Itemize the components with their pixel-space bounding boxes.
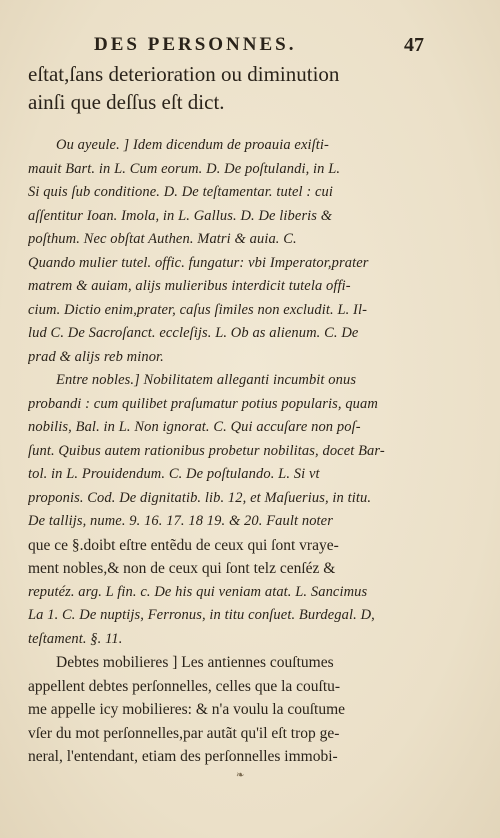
text-line: nobilis, Bal. in L. Non ignorat. C. Qui accuſare non poſ- [28, 419, 361, 435]
text-line: eſtat,ſans deterioration ou diminution [28, 62, 340, 86]
text-line: probandi : cum quilibet praſumatur potius popularis, quam [28, 395, 378, 412]
text-line: Debtes mobilieres ] Les antiennes couſtumes [56, 654, 334, 671]
commentary-paragraph [28, 651, 410, 769]
body-text [28, 60, 410, 769]
text-line: vſer du mot perſonnelles,par autãt qu'il eſt trop ge- [28, 724, 340, 742]
text-line: aſſentitur Ioan. Imola, in L. Gallus. D. De liberis & [28, 207, 333, 224]
text-line: appellent debtes perſonnelles, celles que la couſtu- [28, 677, 341, 695]
text-line: poſthum. Nec obſtat Authen. Matri & auia. C. [28, 231, 297, 247]
text-line: ſunt. Quibus autem rationibus probetur nobilitas, docet Bar- [28, 442, 385, 459]
text-line: cium. Dictio enim,prater, caſus ſimiles non excludit. L. Il- [28, 301, 368, 318]
text-line: que ce §.doibt eſtre entẽdu de ceux qui ſont vraye- [28, 536, 339, 554]
text-line: De tallijs, nume. 9. 16. 17. 18 19. & 20. Fault noter [28, 513, 333, 529]
paragraph-gap [28, 116, 410, 134]
text-line: Entre nobles.] Nobilitatem alleganti incumbit onus [56, 372, 357, 388]
text-line: reputéz. arg. L fin. c. De his qui veniam atat. L. Sancimus [28, 583, 368, 600]
text-line: Quando mulier tutel. offic. fungatur: vbi Imperator,prater [28, 254, 369, 271]
text-line: ment nobles,& non de ceux qui ſont telz cenſéz & [28, 560, 336, 577]
ornament-mark: ❧ [236, 770, 245, 781]
text-line: Si quis ſub conditione. D. De teſtamentar. tutel : cui [28, 184, 334, 200]
text-line: Ou ayeule. ] Idem dicendum de proauia exiſti- [56, 137, 329, 153]
text-line: La 1. C. De nuptijs, Ferronus, in titu conſuet. Burdegal. D, [28, 607, 375, 623]
text-line: neral, l'entendant, etiam des perſonnelles immobi- [28, 748, 338, 765]
text-line: prad & alijs reb minor. [28, 348, 164, 365]
page-number: 47 [404, 34, 424, 56]
text-line: tol. in L. Prouidendum. C. De poſtulando. L. Si vt [28, 466, 320, 482]
commentary-paragraph [28, 134, 410, 369]
text-line: teſtament. §. 11. [28, 630, 123, 647]
text-line: proponis. Cod. De dignitatib. lib. 12, et Maſuerius, in titu. [28, 489, 372, 506]
text-line: lud C. De Sacroſanct. eccleſijs. L. Ob as alienum. C. De [28, 325, 359, 341]
text-line: matrem & auiam, alijs mulieribus interdicit tutela offi- [28, 278, 351, 294]
text-line: mauit Bart. in L. Cum eorum. D. De poſtulandi, in L. [28, 160, 341, 177]
text-line: me appelle icy mobilieres: & n'a voulu la couſtume [28, 701, 346, 718]
text-line: ainſi que deſſus eſt dict. [28, 90, 225, 114]
running-head: DES PERSONNES. [94, 34, 297, 55]
commentary-paragraph [28, 369, 410, 651]
page-header [88, 34, 424, 60]
